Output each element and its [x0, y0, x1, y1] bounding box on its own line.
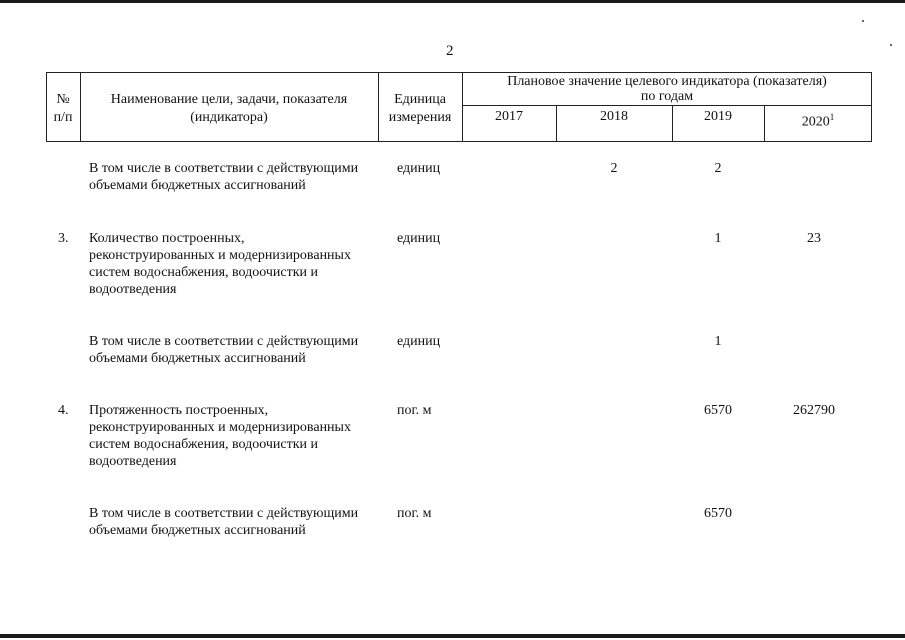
header-year-2017: 2017 — [495, 109, 523, 124]
row-unit: пог. м — [397, 506, 432, 521]
footnote-marker: 1 — [829, 112, 835, 122]
page-number: 2 — [446, 43, 454, 59]
row-value-2020: 262790 — [793, 403, 835, 418]
header-plan-line2: по годам — [640, 89, 694, 104]
row-unit: пог. м — [397, 403, 432, 418]
header-year-2020 — [764, 109, 872, 131]
scan-bottom-edge — [0, 634, 905, 638]
header-year-2018: 2018 — [600, 109, 628, 124]
row-value-2019: 1 — [714, 334, 722, 349]
table-header — [46, 72, 872, 142]
row-name: В том числе в соответствии с действующими объемами бюджетных ассигнований — [89, 334, 359, 366]
header-unit-line2: измерения — [388, 110, 452, 125]
header-plan-line1: Плановое значение целевого индикатора (показателя) — [507, 74, 827, 89]
row-name: Протяженность построенных, реконструированных и модернизированных систем водоснабжения, водоочистки и водоотведения — [89, 403, 351, 469]
row-number: 3. — [58, 231, 69, 246]
header-num-label: п/п — [53, 110, 73, 125]
header-num-symbol: № — [56, 92, 70, 107]
row-value-2019: 2 — [714, 161, 722, 176]
header-unit-line1: Единица — [394, 92, 446, 107]
scan-top-edge — [0, 0, 905, 3]
row-name: В том числе в соответствии с действующими объемами бюджетных ассигнований — [89, 506, 359, 538]
row-name: Количество построенных, реконструированных и модернизированных систем водоснабжения, водоочистки и водоотведения — [89, 231, 351, 297]
row-unit: единиц — [397, 334, 441, 349]
header-year-2019: 2019 — [704, 109, 732, 124]
row-unit: единиц — [397, 231, 441, 246]
row-unit: единиц — [397, 161, 441, 176]
scan-speck — [890, 44, 892, 46]
row-number: 4. — [58, 403, 69, 418]
row-value-2020: 23 — [807, 231, 821, 246]
row-value-2019: 6570 — [704, 506, 732, 521]
scan-speck — [862, 20, 864, 22]
row-value-2018: 2 — [610, 161, 618, 176]
header-name-line2: (индикатора) — [190, 110, 268, 125]
header-name-line1: Наименование цели, задачи, показателя — [110, 92, 348, 107]
row-name: В том числе в соответствии с действующими объемами бюджетных ассигнований — [89, 161, 359, 193]
row-value-2019: 1 — [714, 231, 722, 246]
row-value-2019: 6570 — [704, 403, 732, 418]
header-year-2020-label: 2020 — [801, 114, 830, 130]
